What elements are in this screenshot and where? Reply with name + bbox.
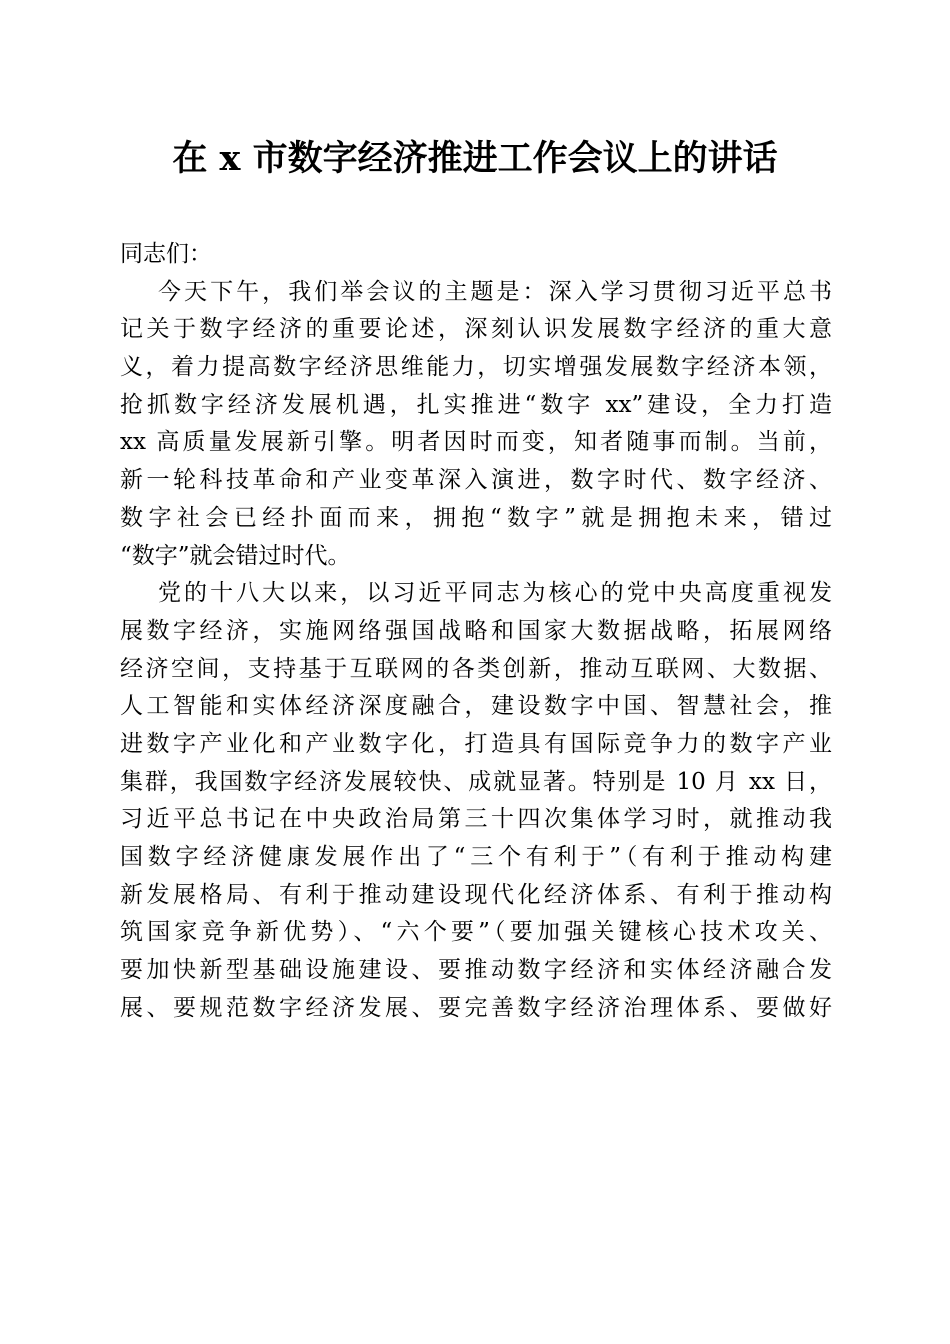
text-line: xx 高质量发展新引擎。明者因时而变，知者随事而制。当前， [120,429,832,456]
text-line: 集群，我国数字经济发展较快、成就显著。特别是 10 月 xx 日， [120,768,832,795]
text-line: 抢抓数字经济发展机遇，扎实推进“数字 xx”建设，全力打造 [120,391,832,418]
paragraph-1 [120,274,832,576]
document-title: 在 x 市数字经济推进工作会议上的讲话 [172,138,778,179]
text-line: 国数字经济健康发展作出了“三个有利于”（有利于推动构建 [120,844,832,871]
text-line: “数字”就会错过时代。 [120,542,351,569]
paragraph-2 [120,575,832,1027]
text-line: 进数字产业化和产业数字化，打造具有国际竞争力的数字产业 [120,730,832,757]
text-line: 新发展格局、有利于推动建设现代化经济体系、有利于推动构 [120,881,832,908]
text-line: 数字社会已经扑面而来，拥抱“数字”就是拥抱未来，错过 [120,504,832,531]
text-line: 筑国家竞争新优势）、“六个要”（要加强关键核心技术攻关、 [120,919,832,946]
text-line: 今天下午，我们举会议的主题是：深入学习贯彻习近平总书 [158,278,832,305]
text-line: 义，着力提高数字经济思维能力，切实增强发展数字经济本领， [120,354,832,381]
text-line: 展数字经济，实施网络强国战略和国家大数据战略，拓展网络 [120,617,832,644]
text-line: 要加快新型基础设施建设、要推动数字经济和实体经济融合发 [120,957,832,984]
text-line: 习近平总书记在中央政治局第三十四次集体学习时，就推动我 [120,806,832,833]
text-line: 记关于数字经济的重要论述，深刻认识发展数字经济的重大意 [120,316,832,343]
text-line: 经济空间，支持基于互联网的各类创新，推动互联网、大数据、 [120,655,832,682]
greeting: 同志们： [120,241,212,267]
text-line: 新一轮科技革命和产业变革深入演进，数字时代、数字经济、 [120,467,832,494]
text-line: 党的十八大以来，以习近平同志为核心的党中央高度重视发 [158,580,832,607]
text-line: 展、要规范数字经济发展、要完善数字经济治理体系、要做好 [120,994,832,1021]
document-body [120,236,832,1027]
text-line: 人工智能和实体经济深度融合，建设数字中国、智慧社会，推 [120,693,832,720]
